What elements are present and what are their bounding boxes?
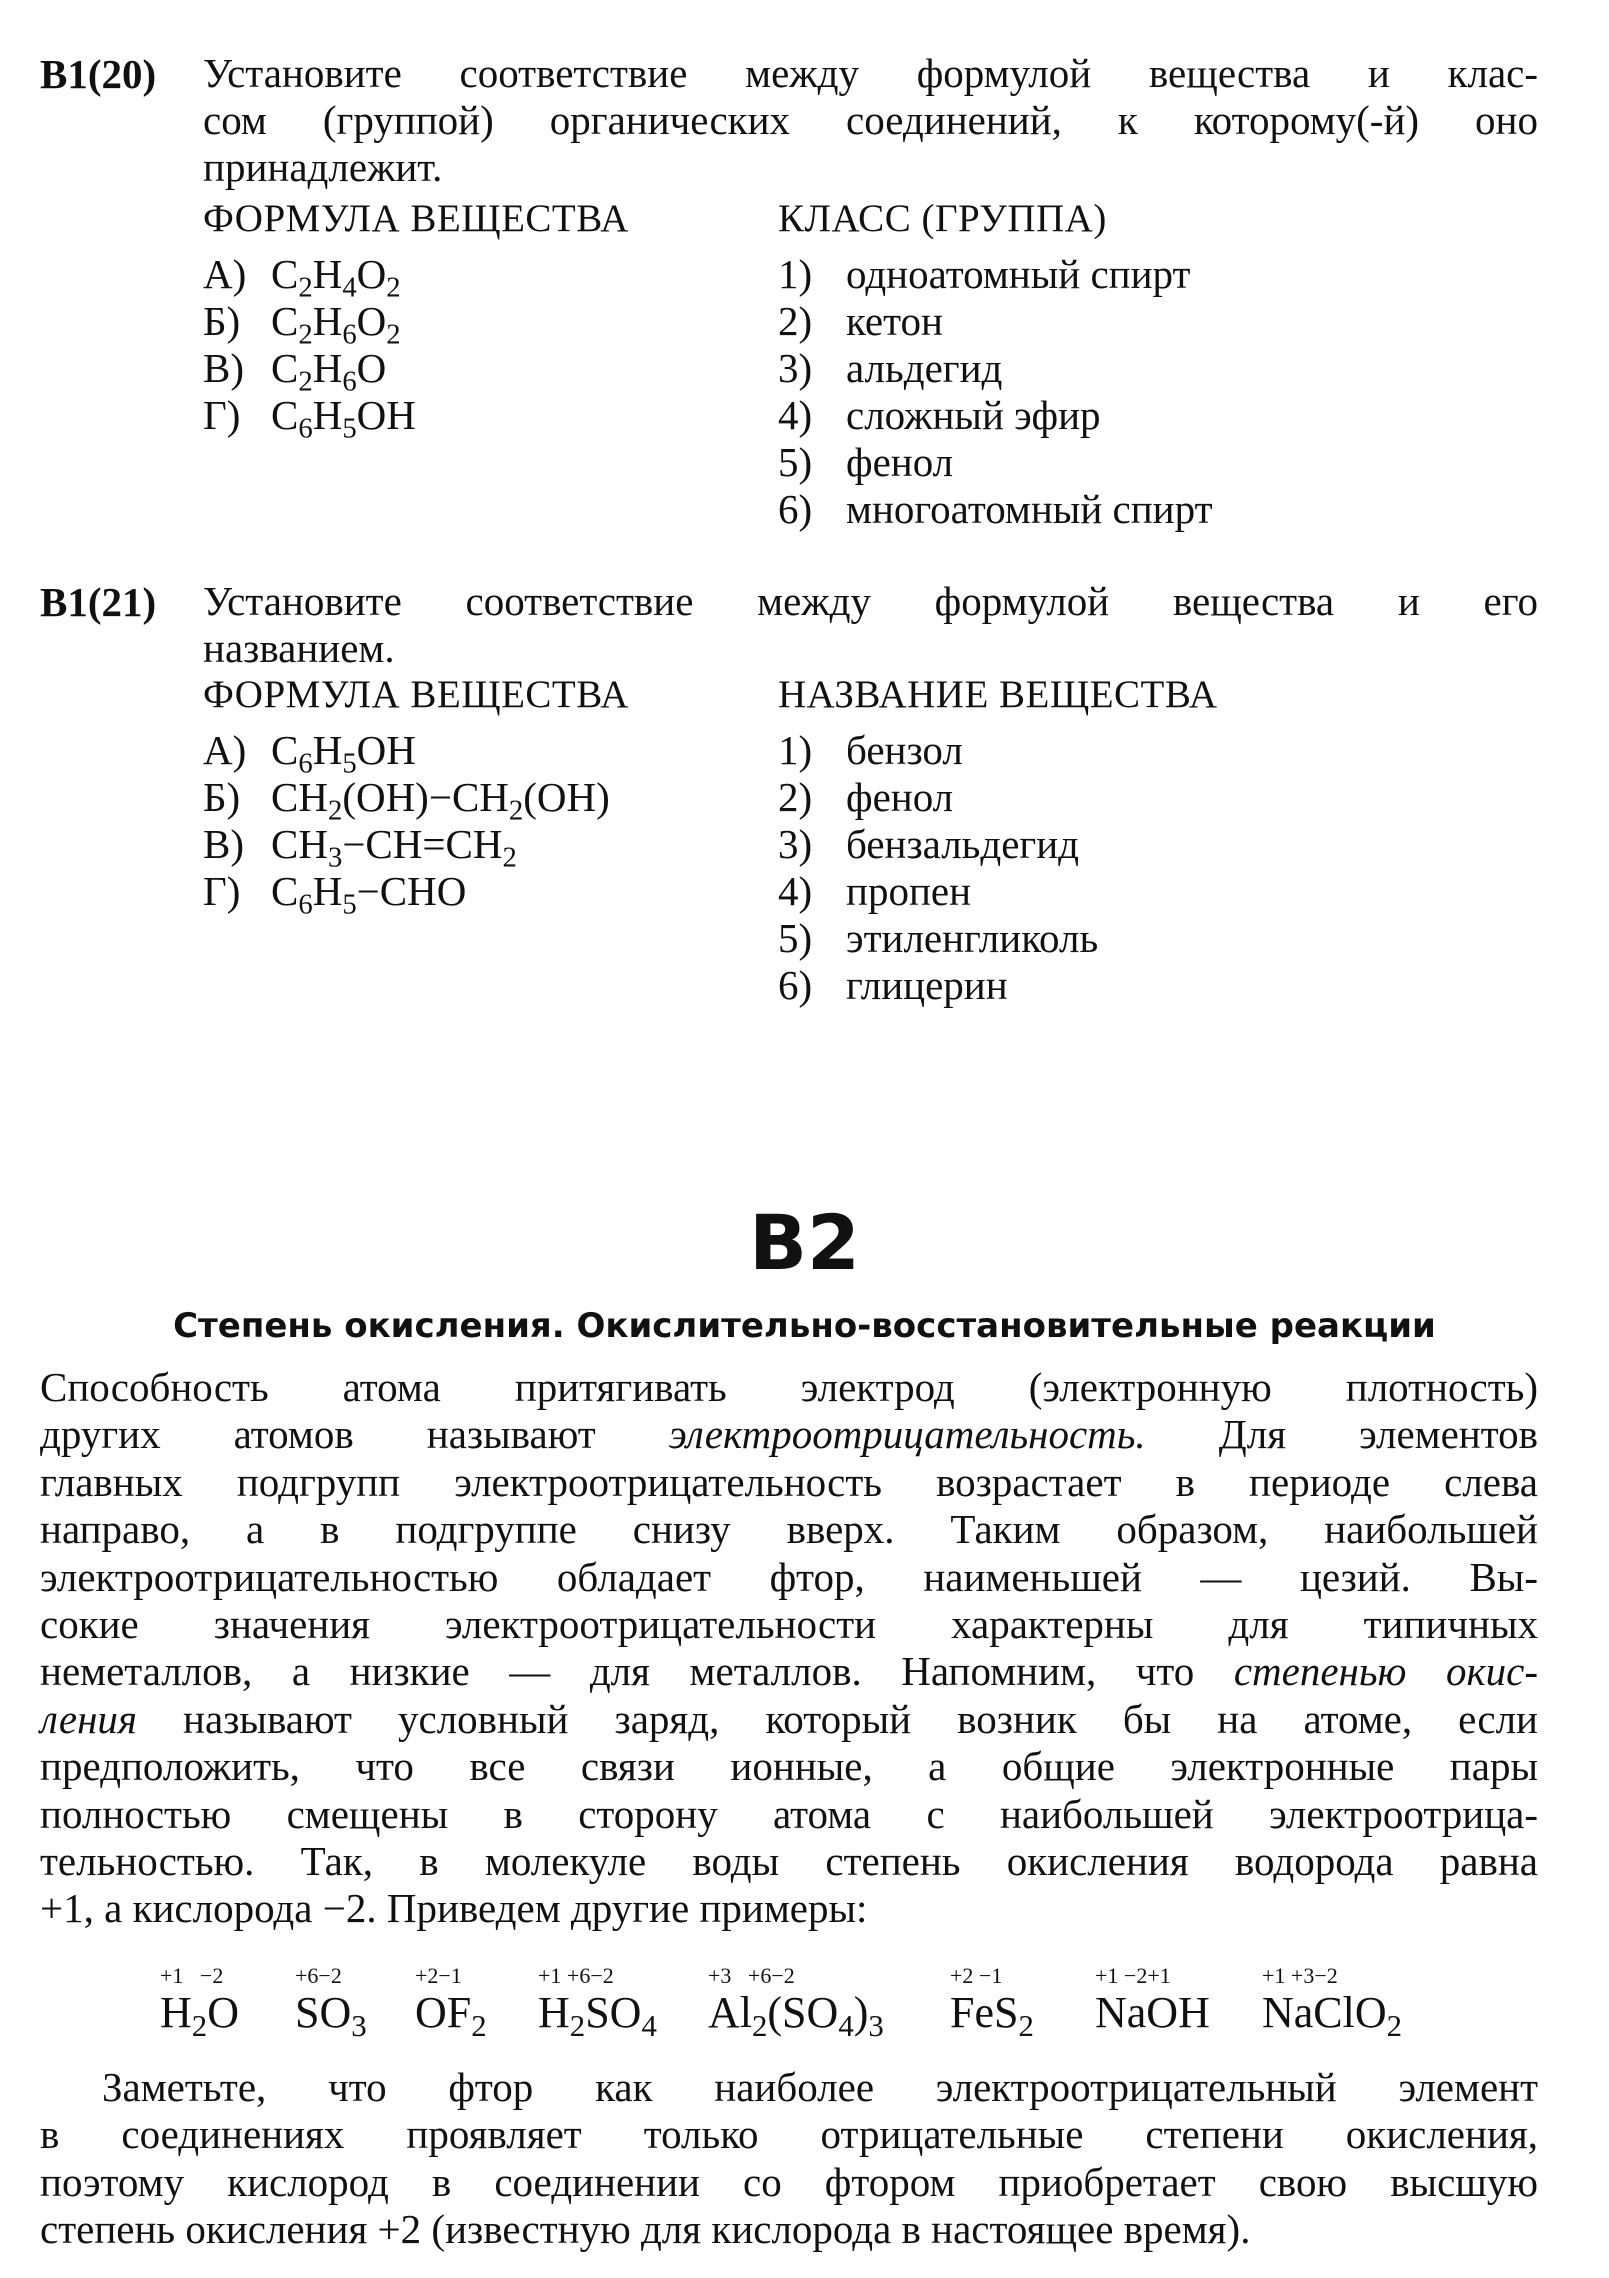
- task-number: B1(20): [40, 51, 157, 97]
- item-value: фенол: [846, 774, 954, 820]
- class-item: [778, 298, 1213, 345]
- item-value: фенол: [846, 439, 954, 485]
- item-key: В): [203, 821, 244, 867]
- chemical-formula: $H_2O$: [160, 1988, 239, 2044]
- paragraph-line: главных подгрупп электроотрицательность возрастает в периоде слева: [40, 1458, 1538, 1505]
- chemical-formula: NaClO$_2$: [1262, 1988, 1403, 2044]
- item-key: 6): [778, 486, 813, 532]
- item-key: 2): [778, 298, 813, 344]
- paragraph-line: предположить, что все связи ионные, а общие электронные пары: [40, 1743, 1538, 1790]
- item-value: $C_2H_4O_2$: [271, 251, 401, 304]
- item-value: $CH_2(OH)-CH_2(OH)$: [271, 774, 610, 827]
- item-key: Б): [203, 298, 241, 344]
- item-value: одноатомный спирт: [846, 251, 1191, 297]
- item-value: кетон: [846, 298, 943, 344]
- paragraph-line: электроотрицательностью обладает фтор, наименьшей — цезий. Вы-: [40, 1553, 1538, 1600]
- formula-item: [203, 392, 416, 445]
- oxidation-states: +1 +6−2: [538, 1963, 614, 1988]
- paragraph-fluorine: [40, 2064, 1538, 2254]
- paragraph-intro: [40, 1364, 1538, 1933]
- oxidation-states: +6−2: [295, 1963, 342, 1988]
- item-value: сложный эфир: [846, 392, 1101, 438]
- formula-item: [203, 774, 610, 827]
- section-subtitle: Степень окисления. Окислительно-восстановительные реакции: [173, 1306, 1436, 1346]
- paragraph-line: тельностью. Так, в молекуле воды степень окисления водорода равна: [40, 1838, 1538, 1885]
- paragraph-line: полностью смещены в сторону атома с наибольшей электроотрица-: [40, 1790, 1538, 1837]
- name-item: [778, 915, 1098, 962]
- class-item: [778, 392, 1213, 439]
- item-key: Г): [203, 868, 241, 914]
- oxidation-example: [160, 1963, 239, 2044]
- item-key: 5): [778, 439, 813, 485]
- formula-item: [203, 868, 610, 921]
- task-line: Установите соответствие между формулой вещества и клас-: [203, 50, 1538, 96]
- formula-item: [203, 251, 416, 304]
- formula-list: [203, 727, 610, 921]
- oxidation-example: [708, 1963, 884, 2044]
- chemical-formula: $Al_2(SO_4)_3$: [708, 1988, 884, 2044]
- paragraph-line: степень окисления +2 (известную для кислорода в настоящее время).: [40, 2206, 1251, 2253]
- formula-item: [203, 821, 610, 874]
- oxidation-example: [1095, 1963, 1210, 2038]
- name-item: [778, 727, 1098, 774]
- task-line: принадлежит.: [203, 144, 443, 190]
- item-key: А): [203, 251, 247, 297]
- formula-item: [203, 298, 416, 351]
- class-list: [778, 251, 1213, 533]
- paragraph-line: ления называют условный заряд, который возник бы на атоме, если: [40, 1695, 1538, 1742]
- item-key: Г): [203, 392, 241, 438]
- oxidation-examples: [160, 1958, 1460, 2044]
- formula-list: [203, 251, 416, 445]
- paragraph-line: неметаллов, а низкие — для металлов. Напомним, что степенью окис-: [40, 1648, 1539, 1695]
- class-item: [778, 486, 1213, 533]
- item-value: альдегид: [846, 345, 1003, 391]
- item-value: $C_6H_5OH$: [271, 727, 416, 780]
- paragraph-line: сокие значения электроотрицательности характерны для типичных: [40, 1601, 1538, 1648]
- class-item: [778, 439, 1213, 486]
- item-key: 5): [778, 915, 813, 961]
- item-key: 1): [778, 251, 813, 297]
- task-number: B1(21): [40, 579, 157, 625]
- chemical-formula: $OF_2$: [415, 1988, 487, 2044]
- name-list: [778, 727, 1098, 1009]
- chemical-formula: NaOH: [1095, 1988, 1210, 2037]
- task-statement: [203, 578, 1538, 672]
- paragraph-line: в соединениях проявляет только отрицательные степени окисления,: [40, 2111, 1538, 2158]
- section-title: B2: [749, 1198, 860, 1287]
- item-value: $C_2H_6O_2$: [271, 298, 401, 351]
- name-item: [778, 821, 1098, 868]
- item-key: 1): [778, 727, 813, 773]
- name-item: [778, 868, 1098, 915]
- oxidation-states: +2−1: [415, 1963, 462, 1988]
- oxidation-states: +1 +3−2: [1262, 1963, 1338, 1988]
- task-line: Установите соответствие между формулой вещества и его: [203, 578, 1538, 624]
- item-value: $C_6H_5-CHO$: [271, 868, 467, 921]
- item-key: 4): [778, 392, 813, 438]
- task-line: названием.: [203, 625, 395, 671]
- paragraph-line: направо, а в подгруппе снизу вверх. Таким образом, наибольшей: [40, 1506, 1538, 1553]
- item-value: этиленгликоль: [846, 915, 1099, 961]
- paragraph-line: Заметьте, что фтор как наиболее электроотрицательный элемент: [102, 2064, 1538, 2110]
- oxidation-example: [538, 1963, 657, 2044]
- task-line: сом (группой) органических соединений, к которому(-й) оно: [203, 97, 1538, 143]
- oxidation-states: +1 −2+1: [1095, 1963, 1171, 1988]
- paragraph-line: Способность атома притягивать электрод (электронную плотность): [40, 1364, 1538, 1410]
- formula-column-header: ФОРМУЛА ВЕЩЕСТВА: [203, 673, 629, 716]
- task-statement: [203, 50, 1538, 191]
- paragraph-line: других атомов называют электроотрицательность. Для элементов: [40, 1411, 1538, 1458]
- item-value: $C_6H_5OH$: [271, 392, 416, 445]
- paragraph-line: поэтому кислород в соединении со фтором приобретает свою высшую: [40, 2158, 1538, 2205]
- item-key: Б): [203, 774, 241, 820]
- formula-item: [203, 727, 610, 780]
- item-key: 4): [778, 868, 813, 914]
- oxidation-example: [415, 1963, 487, 2044]
- item-value: бензальдегид: [846, 821, 1080, 867]
- chemical-formula: FeS$_2$: [950, 1988, 1034, 2044]
- class-item: [778, 251, 1213, 298]
- item-key: В): [203, 345, 244, 391]
- name-column-header: НАЗВАНИЕ ВЕЩЕСТВА: [778, 673, 1218, 716]
- item-value: $CH_3-CH=CH_2$: [271, 821, 517, 874]
- class-column-header: КЛАСС (ГРУППА): [778, 197, 1107, 240]
- item-value: бензол: [846, 727, 963, 773]
- oxidation-states: +3 +6−2: [708, 1963, 795, 1988]
- paragraph-line: +1, а кислорода −2. Приведем другие примеры:: [40, 1885, 868, 1932]
- item-value: многоатомный спирт: [846, 486, 1213, 532]
- item-value: $C_2H_6O$: [271, 345, 387, 398]
- oxidation-states: +1 −2: [160, 1963, 224, 1988]
- chemical-formula: $H_2SO_4$: [538, 1988, 657, 2044]
- item-key: 6): [778, 962, 813, 1008]
- item-key: 3): [778, 821, 813, 867]
- item-key: 2): [778, 774, 813, 820]
- item-value: глицерин: [846, 962, 1008, 1008]
- item-key: А): [203, 727, 247, 773]
- name-item: [778, 774, 1098, 821]
- name-item: [778, 962, 1098, 1009]
- formula-item: [203, 345, 416, 398]
- item-value: пропен: [846, 868, 972, 914]
- oxidation-example: [1262, 1963, 1403, 2044]
- formula-column-header: ФОРМУЛА ВЕЩЕСТВА: [203, 197, 629, 240]
- item-key: 3): [778, 345, 813, 391]
- oxidation-example: [295, 1963, 367, 2044]
- class-item: [778, 345, 1213, 392]
- oxidation-states: +2 −1: [950, 1963, 1003, 1988]
- oxidation-example: [950, 1963, 1034, 2044]
- chemical-formula: $SO_3$: [295, 1988, 367, 2044]
